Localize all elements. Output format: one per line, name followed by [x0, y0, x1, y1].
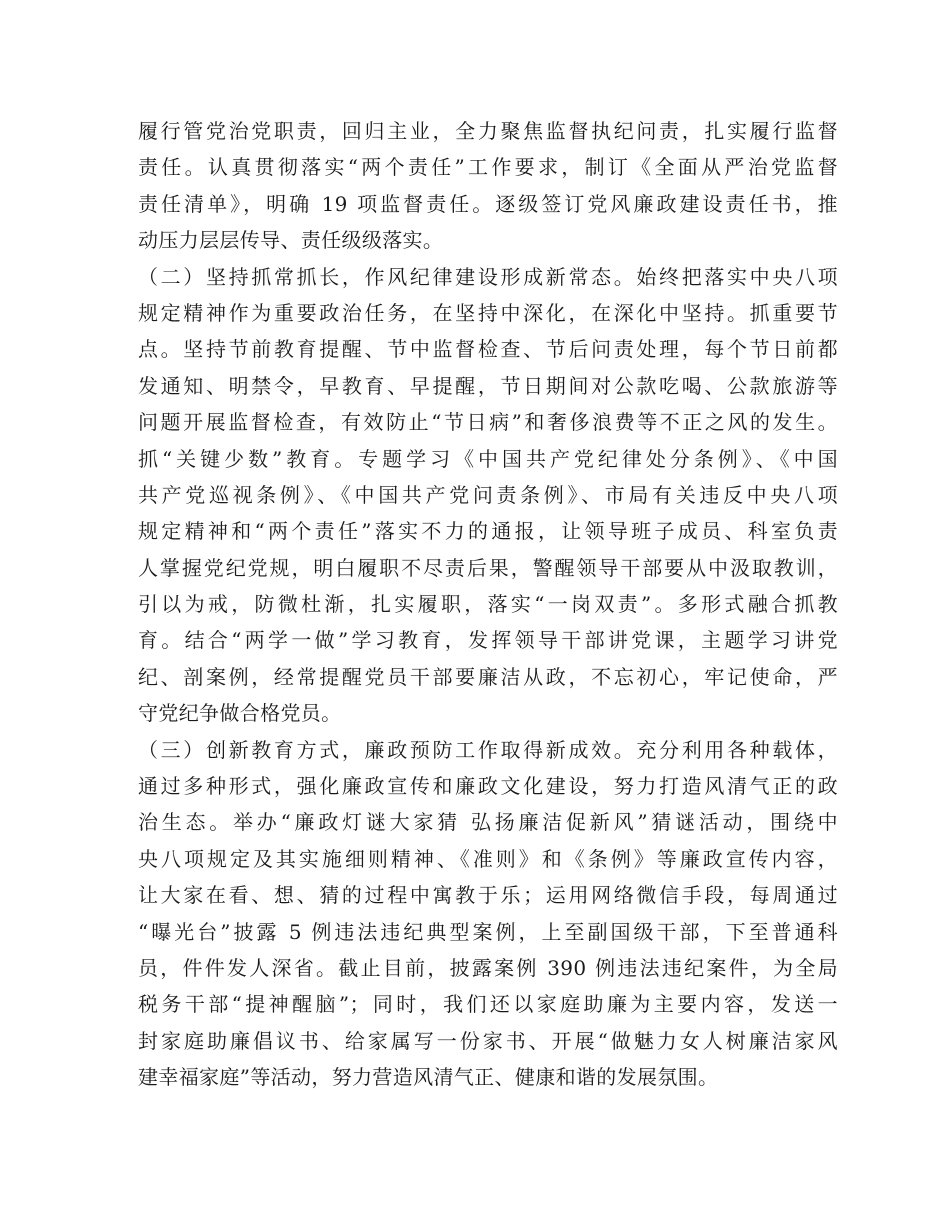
text-line: 动压力层层传导、责任级级落实。 — [138, 228, 444, 253]
text-line: 履行管党治党职责，回归主业，全力聚焦监督执纪问责，扎实履行监督 — [138, 119, 838, 143]
text-line: 抓“关键少数”教育。专题学习《中国共产党纪律处分条例》、《中国 — [138, 446, 838, 471]
text-line: 让大家在看、想、猜的过程中寓教于乐；运用网络微信手段，每周通过 — [138, 883, 838, 908]
text-line: 规定精神作为重要政治任务，在坚持中深化，在深化中坚持。抓重要节 — [138, 300, 838, 325]
text-line: 共产党巡视条例》、《中国共产党问责条例》、市局有关违反中央八项 — [138, 482, 838, 507]
text-line: 发通知、明禁令，早教育、早提醒，节日期间对公款吃喝、公款旅游等 — [138, 373, 838, 398]
text-line: “曝光台”披露 5 例违法违纪典型案例，上至副国级干部，下至普通科 — [138, 919, 838, 944]
section-heading-line: （二）坚持抓常抓长，作风纪律建设形成新常态。始终把落实中央八项 — [138, 264, 838, 289]
body-text — [138, 113, 838, 1096]
text-line: 守党纪争做合格党员。 — [138, 701, 342, 726]
text-line: 点。坚持节前教育提醒、节中监督检查、节后问责处理，每个节日前都 — [138, 337, 838, 362]
text-line: 建幸福家庭”等活动，努力营造风清气正、健康和谐的发展氛围。 — [138, 1065, 719, 1090]
text-line: 封家庭助廉倡议书、给家属写一份家书、开展“做魅力女人树廉洁家风 — [138, 1028, 838, 1053]
text-line: 税务干部“提神醒脑”；同时，我们还以家庭助廉为主要内容，发送一 — [138, 992, 838, 1017]
text-line: 员，件件发人深省。截止目前，披露案例 390 例违法违纪案件，为全局 — [138, 955, 838, 980]
text-line: 央八项规定及其实施细则精神、《准则》和《条例》等廉政宣传内容， — [138, 846, 838, 871]
text-line: 引以为戒，防微杜渐，扎实履职，落实“一岗双责”。多形式融合抓教 — [138, 592, 838, 617]
text-line: 问题开展监督检查，有效防止“节日病”和奢侈浪费等不正之风的发生。 — [138, 410, 838, 435]
text-line: 责任。认真贯彻落实“两个责任”工作要求，制订《全面从严治党监督 — [138, 155, 838, 180]
section-heading-line: （三）创新教育方式，廉政预防工作取得新成效。充分利用各种载体， — [138, 737, 838, 762]
text-line: 人掌握党纪党规，明白履职不尽责后果，警醒领导干部要从中汲取教训， — [138, 555, 838, 580]
text-line: 育。结合“两学一做”学习教育，发挥领导干部讲党课，主题学习讲党 — [138, 628, 838, 653]
text-line: 规定精神和“两个责任”落实不力的通报，让领导班子成员、科室负责 — [138, 519, 838, 544]
text-line: 通过多种形式，强化廉政宣传和廉政文化建设，努力打造风清气正的政 — [138, 774, 838, 799]
text-line: 治生态。举办“廉政灯谜大家猜 弘扬廉洁促新风”猜谜活动，围绕中 — [138, 810, 838, 835]
text-line: 纪、剖案例，经常提醒党员干部要廉洁从政，不忘初心，牢记使命，严 — [138, 664, 838, 689]
text-line: 责任清单》，明确 19 项监督责任。逐级签订党风廉政建设责任书，推 — [138, 191, 838, 216]
